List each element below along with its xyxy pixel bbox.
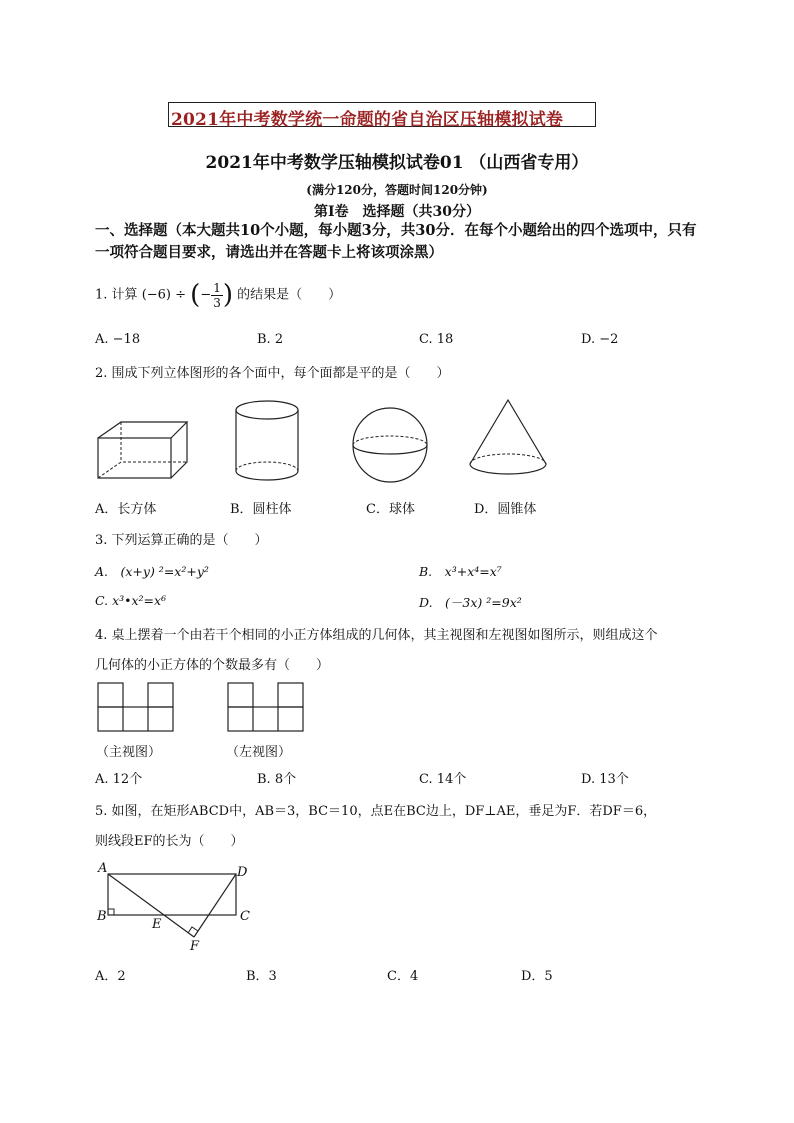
front-view-figure: [98, 683, 176, 733]
q5-option-b: B．3: [246, 969, 277, 984]
question-5-line-1: 5. 如图，在矩形ABCD中，AB＝3，BC＝10，点E在BC边上，DF⊥AE，垂足为F．若DF＝6，: [95, 804, 657, 819]
cylinder-bottom-front: [236, 471, 298, 480]
sphere-outline: [353, 408, 427, 482]
q1-suffix: 的结果是（ ）: [237, 287, 342, 303]
cone-base-front: [470, 464, 546, 474]
q1-fraction: [211, 281, 223, 310]
q3-option-b: B. x³+x⁴=x⁷: [419, 564, 502, 579]
banner-box: [168, 102, 596, 130]
q4-option-b: B. 8个: [257, 772, 297, 787]
question-4-line-1: 4. 桌上摆着一个由若干个相同的小正方体组成的几何体，其主视图和左视图如图所示，则组成这个: [95, 628, 658, 643]
label-c: C: [240, 909, 250, 924]
label-f: F: [190, 939, 200, 954]
q3-option-c: C. x³•x²=x⁶: [95, 593, 167, 608]
q1-expr-left: (−6) ÷: [141, 287, 187, 303]
banner-title: 2021年中考数学统一命题的省自治区压轴模拟试卷: [171, 110, 564, 130]
right-angle-b: [108, 909, 114, 915]
q2-option-a: A．长方体: [95, 502, 157, 517]
cuboid-top-edges: [98, 422, 187, 438]
part-title: 第Ⅰ卷 选择题（共30分）: [313, 204, 481, 220]
front-view-label: （主视图）: [96, 745, 162, 760]
front-view-top-left: [98, 683, 123, 707]
left-view-top-right: [278, 683, 303, 707]
q2-option-d: D．圆锥体: [474, 502, 537, 517]
q1-paren-open: (: [190, 280, 201, 310]
q4-option-d: D. 13个: [581, 772, 629, 787]
cylinder-figure: [228, 396, 308, 488]
q4-option-c: C. 14个: [419, 772, 467, 787]
front-view-top-right: [148, 683, 173, 707]
front-view-bottom-row: [98, 707, 173, 731]
label-e: E: [152, 917, 162, 932]
segment-af: [108, 874, 194, 937]
q1-option-c: C. 18: [419, 332, 454, 347]
question-1: [95, 280, 341, 310]
q1-option-a: A. −18: [95, 332, 141, 347]
q5-option-a: A．2: [95, 969, 126, 984]
sphere-figure: [349, 404, 433, 488]
q1-frac-den: 3: [213, 295, 221, 310]
left-view-label: （左视图）: [226, 745, 292, 760]
cuboid-figure: [90, 398, 200, 488]
left-view-figure: [228, 683, 306, 733]
q5-option-c: C．4: [387, 969, 419, 984]
left-view-bottom-row: [228, 707, 303, 731]
cuboid-front-face: [98, 438, 171, 478]
right-angle-f: [188, 927, 198, 933]
q1-prefix: 1. 计算: [95, 287, 138, 303]
q2-option-c: C．球体: [366, 502, 415, 517]
q3-option-a: A. (x+y) ²=x²+y²: [95, 564, 209, 579]
label-a: A: [98, 861, 108, 876]
q5-option-d: D．5: [521, 969, 553, 984]
question-3: 3. 下列运算正确的是（ ）: [95, 533, 268, 548]
question-2: 2. 围成下列立体图形的各个面中，每个面都是平的是（ ）: [95, 366, 450, 381]
rectangle-figure: [96, 860, 266, 955]
sphere-equator-front: [353, 445, 427, 454]
exam-title: 2021年中考数学压轴模拟试卷01 （山西省专用）: [205, 153, 589, 173]
cone-figure: [466, 396, 552, 488]
q1-paren-close: ): [222, 280, 234, 310]
question-4-line-2: 几何体的小正方体的个数最多有（ ）: [95, 658, 330, 673]
cylinder-top-ellipse: [236, 401, 298, 419]
q1-frac-num: 1: [213, 280, 221, 295]
left-view-top-left: [228, 683, 253, 707]
exam-subtitle: (满分120分，答题时间120分钟): [306, 183, 488, 197]
cone-base-back: [470, 454, 546, 464]
q1-frac-sign: −: [200, 287, 212, 303]
sphere-equator-back: [353, 436, 427, 445]
label-d: D: [237, 865, 248, 880]
q2-option-b: B．圆柱体: [230, 502, 292, 517]
q1-option-d: D. −2: [581, 332, 619, 347]
q4-option-a: A. 12个: [95, 772, 143, 787]
q3-option-d: D. (－3x) ²=9x²: [419, 595, 522, 610]
section-heading: 一、选择题（本大题共10个小题，每小题3分，共30分．在每个小题给出的四个选项中，只有一项符合题目要求，请选出并在答题卡上将该项涂黑）: [95, 222, 697, 261]
question-5-line-2: 则线段EF的长为（ ）: [95, 834, 244, 849]
rectangle-abcd: [108, 874, 236, 915]
segment-df: [194, 874, 236, 937]
cylinder-bottom-back: [236, 462, 298, 471]
label-b: B: [97, 909, 107, 924]
q1-option-b: B. 2: [257, 332, 284, 347]
